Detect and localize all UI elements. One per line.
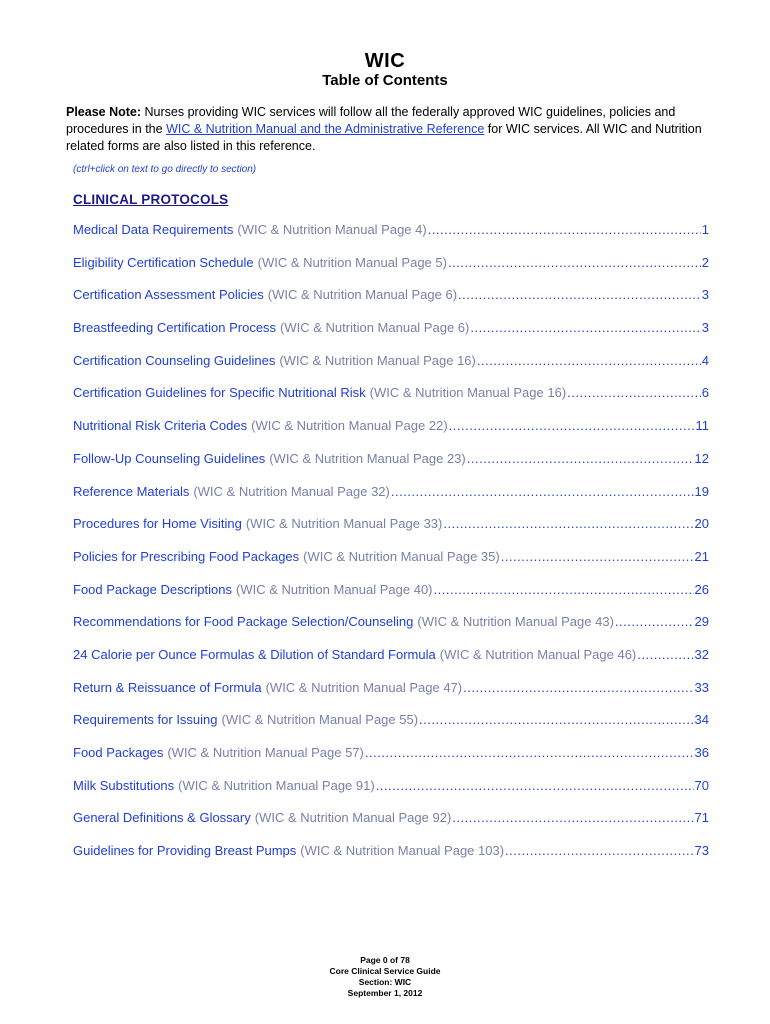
toc-entry[interactable] [73,582,709,615]
toc-dot-leader [376,778,694,793]
toc-entry-title[interactable]: Breastfeeding Certification Process [73,320,277,336]
toc-dot-leader [391,484,694,499]
navigation-hint: (ctrl+click on text to go directly to section) [73,164,257,175]
toc-entry-page-number[interactable]: 3 [701,287,709,303]
footer-section: Section: WIC [358,977,412,987]
toc-dot-leader [428,222,701,237]
toc-entry-page-number[interactable]: 6 [701,385,709,401]
toc-entry[interactable] [73,255,709,288]
toc-dot-leader [443,516,693,531]
toc-dot-leader [452,810,693,825]
toc-entry[interactable] [73,745,709,778]
toc-entry[interactable] [73,353,709,386]
toc-entry-page-number[interactable]: 33 [694,679,709,695]
toc-entry-title[interactable]: Certification Assessment Policies [73,287,264,303]
toc-entry-manual-reference: (WIC & Nutrition Manual Page 40) [235,581,433,597]
toc-entry-page-number[interactable]: 29 [694,614,709,630]
toc-entry-manual-reference: (WIC & Nutrition Manual Page 92) [254,810,452,826]
toc-entry[interactable] [73,418,709,451]
toc-entry-manual-reference: (WIC & Nutrition Manual Page 6) [267,287,458,303]
toc-entry-manual-reference: (WIC & Nutrition Manual Page 32) [193,483,390,499]
manual-reference-link[interactable]: WIC & Nutrition Manual and the Administrative Reference [166,122,485,136]
toc-entry-title[interactable]: Nutritional Risk Criteria Codes [73,418,248,434]
toc-entry-page-number[interactable]: 71 [694,810,709,826]
toc-entry-manual-reference: (WIC & Nutrition Manual Page 23) [269,450,466,466]
toc-entry-manual-reference: (WIC & Nutrition Manual Page 16) [369,385,567,401]
toc-dot-leader [637,647,693,662]
toc-entry-manual-reference: (WIC & Nutrition Manual Page 5) [257,254,447,270]
toc-entry[interactable] [73,320,709,353]
toc-dot-leader [470,320,700,335]
section-heading-clinical-protocols[interactable]: CLINICAL PROTOCOLS [73,192,229,207]
toc-entry[interactable] [73,385,709,418]
toc-dot-leader [615,614,694,629]
toc-entry-title[interactable]: Certification Guidelines for Specific Nutritional Risk [73,385,366,401]
toc-entry-manual-reference: (WIC & Nutrition Manual Page 4) [237,222,427,237]
toc-entry[interactable] [73,287,709,320]
toc-dot-leader [505,843,693,858]
toc-entry-title[interactable]: Food Packages [73,745,164,760]
toc-entry-title[interactable]: 24 Calorie per Ounce Formulas & Dilution of Standard Formula [73,646,436,662]
toc-entry-page-number[interactable]: 32 [694,646,709,662]
toc-entry-page-number[interactable]: 4 [701,352,709,368]
toc-entry-manual-reference: (WIC & Nutrition Manual Page 22) [251,418,448,434]
toc-entry-title[interactable]: Reference Materials [73,483,190,499]
toc-entry-title[interactable]: Milk Substitutions [73,777,175,793]
toc-entry-manual-reference: (WIC & Nutrition Manual Page 91) [178,777,375,793]
toc-dot-leader [463,680,693,695]
footer-guide-name: Core Clinical Service Guide [329,966,441,976]
note-paragraph [66,104,716,155]
page-title: WIC [364,50,406,72]
toc-entry-title[interactable]: Recommendations for Food Package Selection/Counseling [73,614,414,630]
toc-entry-title[interactable]: Requirements for Issuing [73,712,218,728]
toc-entry[interactable] [73,680,709,713]
toc-entry[interactable] [73,712,709,745]
toc-dot-leader [434,582,694,597]
note-text-before: Nurses providing WIC services will follow all the federally approved WIC guidelines, policies and procedures in the [66,105,676,136]
toc-entry-manual-reference: (WIC & Nutrition Manual Page 46) [439,646,637,662]
toc-entry[interactable] [73,451,709,484]
toc-entry-manual-reference: (WIC & Nutrition Manual Page 47) [265,679,463,695]
toc-dot-leader [501,549,694,564]
toc-entry-title[interactable]: Follow-Up Counseling Guidelines [73,450,266,466]
toc-entry-title[interactable]: Medical Data Requirements [73,222,234,237]
toc-entry[interactable] [73,647,709,680]
note-label: Please Note: [66,105,142,119]
toc-entry-manual-reference: (WIC & Nutrition Manual Page 43) [417,614,614,630]
toc-entry-page-number[interactable]: 21 [694,548,709,564]
table-of-contents [73,222,709,876]
toc-entry-manual-reference: (WIC & Nutrition Manual Page 55) [221,712,419,728]
toc-entry-manual-reference: (WIC & Nutrition Manual Page 33) [245,516,443,532]
toc-entry-manual-reference: (WIC & Nutrition Manual Page 57) [167,745,364,760]
toc-entry-title[interactable]: Return & Reissuance of Formula [73,679,262,695]
toc-dot-leader [567,385,701,400]
toc-entry-page-number[interactable]: 34 [694,712,709,728]
toc-entry-page-number[interactable]: 1 [701,222,709,237]
toc-entry-manual-reference: (WIC & Nutrition Manual Page 103) [300,843,505,859]
toc-entry[interactable] [73,614,709,647]
footer-date: September 1, 2012 [347,988,423,998]
toc-entry-page-number[interactable]: 3 [701,320,709,336]
toc-dot-leader [365,745,694,760]
toc-entry[interactable] [73,843,709,876]
toc-entry-title[interactable]: Certification Counseling Guidelines [73,352,276,368]
toc-entry-manual-reference: (WIC & Nutrition Manual Page 16) [279,352,476,368]
toc-entry-manual-reference: (WIC & Nutrition Manual Page 6) [280,320,470,336]
toc-entry[interactable] [73,484,709,517]
toc-entry-page-number[interactable]: 73 [694,843,709,859]
toc-entry-page-number[interactable]: 26 [694,581,709,597]
toc-entry-page-number[interactable]: 11 [695,418,709,434]
page-footer [0,955,770,999]
toc-dot-leader [449,418,695,433]
page-subtitle: Table of Contents [322,72,448,89]
toc-entry-title[interactable]: Procedures for Home Visiting [73,516,242,532]
footer-page-number: Page 0 of 78 [360,955,410,965]
toc-entry-page-number[interactable]: 19 [694,483,709,499]
toc-entry-page-number[interactable]: 70 [694,777,709,793]
toc-entry-page-number[interactable]: 20 [694,516,709,532]
toc-dot-leader [458,287,701,302]
toc-entry-title[interactable]: Food Package Descriptions [73,581,232,597]
toc-entry-page-number[interactable]: 36 [694,745,709,760]
toc-entry-page-number[interactable]: 2 [701,254,709,270]
toc-entry[interactable] [73,778,709,811]
toc-entry[interactable] [73,516,709,549]
toc-dot-leader [477,353,701,368]
toc-entry[interactable] [73,222,709,255]
toc-entry[interactable] [73,810,709,843]
note-text-after: for WIC services. All WIC and Nutrition related forms are also listed in this reference. [66,122,702,153]
toc-entry-title[interactable]: Policies for Prescribing Food Packages [73,548,300,564]
toc-entry-manual-reference: (WIC & Nutrition Manual Page 35) [303,548,500,564]
toc-entry[interactable] [73,549,709,582]
toc-dot-leader [448,255,701,270]
toc-entry-page-number[interactable]: 12 [694,450,709,466]
toc-dot-leader [419,712,693,727]
toc-entry-title[interactable]: General Definitions & Glossary [73,810,251,826]
toc-entry-title[interactable]: Guidelines for Providing Breast Pumps [73,843,297,859]
toc-dot-leader [467,451,694,466]
toc-entry-title[interactable]: Eligibility Certification Schedule [73,254,254,270]
